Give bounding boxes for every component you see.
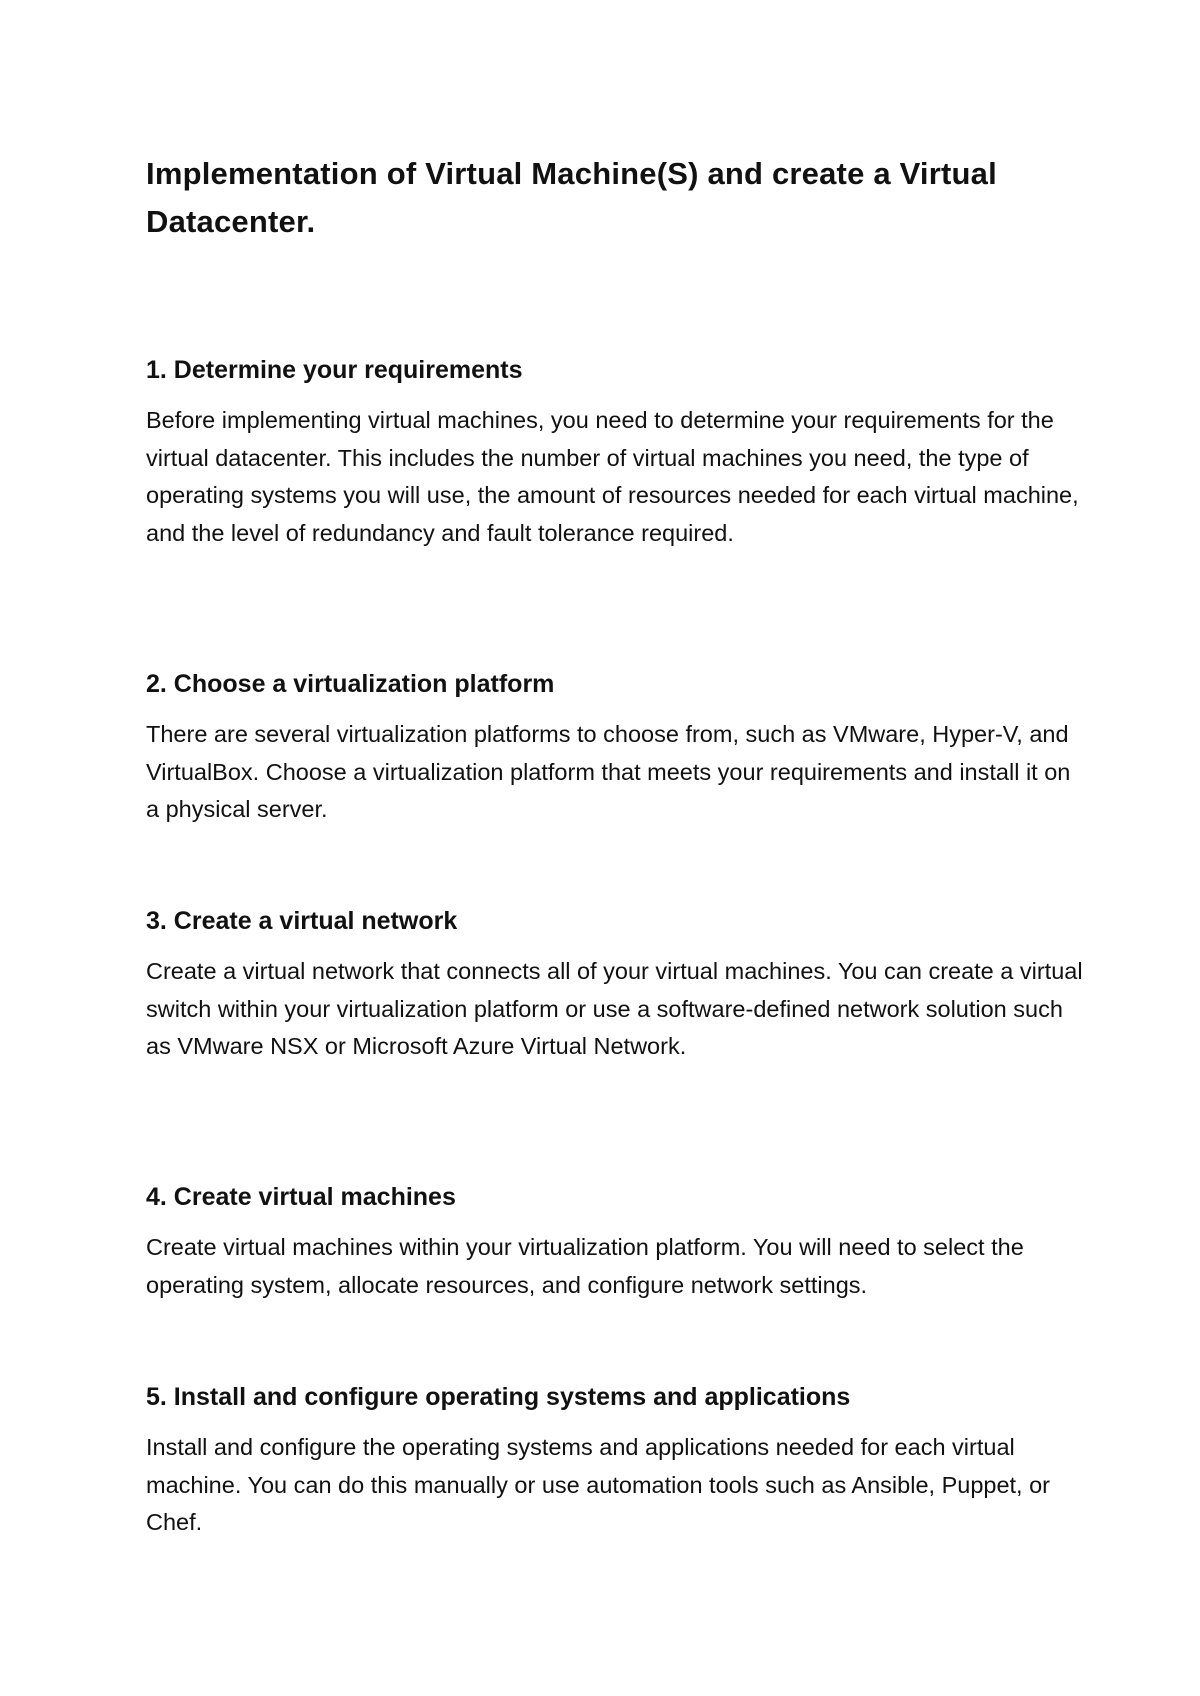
section-create-network xyxy=(146,903,1086,1066)
section-body: There are several virtualization platforms to choose from, such as VMware, Hyper-V, and VirtualBox. Choose a virtualization platform that meets your requirements and install it on a physical server. xyxy=(146,721,1071,822)
section-heading: 1. Determine your requirements xyxy=(146,356,523,384)
section-body: Install and configure the operating systems and applications needed for each virtual machine. You can do this manually or use automation tools such as Ansible, Puppet, or Chef. xyxy=(146,1434,1051,1535)
section-body: Before implementing virtual machines, you need to determine your requirements for the virtual datacenter. This includes the number of virtual machines you need, the type of operating systems you will use, the amount of resources needed for each virtual machine, and the level of redundancy and fault tolerance required. xyxy=(146,407,1079,546)
section-heading: 3. Create a virtual network xyxy=(146,907,458,935)
section-determine-requirements xyxy=(146,352,1086,552)
section-heading: 2. Choose a virtualization platform xyxy=(146,670,555,698)
section-body: Create virtual machines within your virtualization platform. You will need to select the operating system, allocate resources, and configure network settings. xyxy=(146,1234,1024,1298)
section-body: Create a virtual network that connects all of your virtual machines. You can create a virtual switch within your virtualization platform or use a software-defined network solution such as VMware NSX or Microsoft Azure Virtual Network. xyxy=(146,958,1083,1059)
section-choose-platform xyxy=(146,666,1086,829)
document-title: Implementation of Virtual Machine(S) and create a Virtual Datacenter. xyxy=(146,156,997,239)
section-install-configure xyxy=(146,1379,1086,1542)
section-heading: 4. Create virtual machines xyxy=(146,1183,456,1211)
section-create-vms xyxy=(146,1179,1086,1304)
section-heading: 5. Install and configure operating systems and applications xyxy=(146,1383,851,1411)
